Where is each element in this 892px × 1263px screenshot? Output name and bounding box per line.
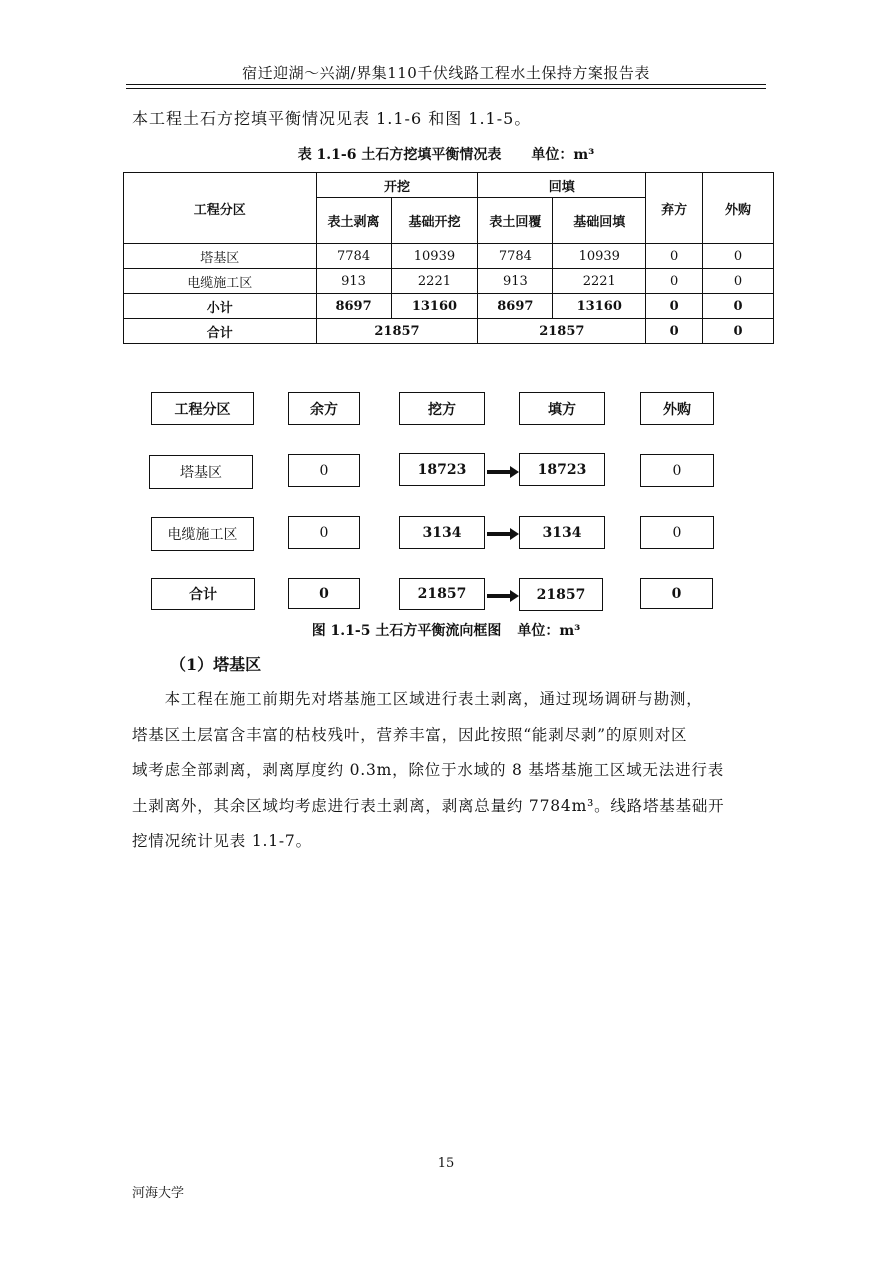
cell-waste: 0: [646, 244, 703, 269]
paragraph-line: 塔基区土层富含丰富的枯枝残叶，营养丰富，因此按照“能剥尽剥”的原则对区: [132, 725, 688, 744]
th-purchase: 外购: [703, 173, 774, 244]
flow-header-fill: 填方: [519, 392, 605, 425]
table-caption: [126, 144, 766, 164]
cell-fill: 10939: [553, 244, 646, 269]
cell-zone: 电缆施工区: [124, 269, 317, 294]
cell-fill-total: 21857: [478, 319, 646, 344]
flow-dig-total: 21857: [399, 578, 485, 610]
th-topsoil-strip: 表土剥离: [316, 198, 391, 244]
th-topsoil-cover: 表土回覆: [478, 198, 553, 244]
cell-cover: 8697: [478, 294, 553, 319]
cell-purchase: 0: [703, 244, 774, 269]
figure-caption-title: 图 1.1-5 土石方平衡流向框图: [311, 623, 502, 639]
body-paragraph: [132, 682, 772, 860]
figure-caption: [126, 620, 766, 640]
cell-excavation: 10939: [391, 244, 478, 269]
cell-purchase: 0: [703, 294, 774, 319]
cell-waste: 0: [646, 294, 703, 319]
cell-strip: 7784: [316, 244, 391, 269]
flow-dig-cable: 3134: [399, 516, 485, 549]
header-rule-thick: [126, 84, 766, 85]
paragraph-line: 挖情况统计见表 1.1-7。: [132, 832, 312, 850]
cell-fill: 2221: [553, 269, 646, 294]
cell-strip: 8697: [316, 294, 391, 319]
flow-surplus-tower: 0: [288, 454, 360, 487]
cell-cover: 7784: [478, 244, 553, 269]
flow-surplus-total: 0: [288, 578, 360, 609]
paragraph-line: 域考虑全部剥离，剥离厚度约 0.3m，除位于水域的 8 基塔基施工区域无法进行表: [132, 761, 724, 779]
table-caption-title: 表 1.1-6 土石方挖填平衡情况表: [297, 147, 502, 163]
cell-purchase: 0: [703, 319, 774, 344]
cell-strip: 913: [316, 269, 391, 294]
header-rule-thin: [126, 88, 766, 89]
th-waste: 弃方: [646, 173, 703, 244]
earthwork-balance-table: [123, 172, 774, 344]
flow-zone-cable: 电缆施工区: [151, 517, 254, 551]
table-caption-unit: 单位：m³: [531, 147, 595, 163]
th-fill: 回填: [478, 173, 646, 198]
flow-fill-total: 21857: [519, 578, 603, 611]
cell-excavation-total: 21857: [316, 319, 478, 344]
page-number: 15: [437, 1156, 455, 1171]
figure-caption-unit: 单位：m³: [517, 623, 581, 639]
paragraph-line: 本工程在施工前期先对塔基施工区域进行表土剥离，通过现场调研与勘测，: [132, 690, 703, 708]
th-zone: 工程分区: [124, 173, 317, 244]
page-header: 宿迁迎湖～兴湖/界集110千伏线路工程水土保持方案报告表: [242, 64, 650, 82]
cell-zone: 塔基区: [124, 244, 317, 269]
th-foundation-fill: 基础回填: [553, 198, 646, 244]
cell-zone: 合计: [124, 319, 317, 344]
flow-zone-tower: 塔基区: [149, 455, 253, 489]
page-footer: 河海大学: [132, 1186, 185, 1201]
cell-cover: 913: [478, 269, 553, 294]
flow-dig-tower: 18723: [399, 453, 485, 486]
flow-header-zone: 工程分区: [151, 392, 254, 425]
cell-waste: 0: [646, 269, 703, 294]
flow-header-surplus: 余方: [288, 392, 360, 425]
cell-excavation: 2221: [391, 269, 478, 294]
cell-purchase: 0: [703, 269, 774, 294]
flow-header-dig: 挖方: [399, 392, 485, 425]
section-heading: （1）塔基区: [170, 655, 262, 674]
table-row-subtotal: [124, 294, 774, 319]
cell-zone: 小计: [124, 294, 317, 319]
flow-zone-total: 合计: [151, 578, 255, 610]
intro-text: 本工程土石方挖填平衡情况见表 1.1-6 和图 1.1-5。: [132, 109, 532, 128]
flow-surplus-cable: 0: [288, 516, 360, 549]
flow-arrow-cable: [487, 532, 511, 536]
flow-fill-cable: 3134: [519, 516, 605, 549]
flow-buy-cable: 0: [640, 516, 714, 549]
cell-fill: 13160: [553, 294, 646, 319]
flow-arrow-tower: [487, 470, 511, 474]
flow-arrow-total: [487, 594, 511, 598]
flow-buy-total: 0: [640, 578, 713, 609]
flow-buy-tower: 0: [640, 454, 714, 487]
table-row: [124, 269, 774, 294]
flow-fill-tower: 18723: [519, 453, 605, 486]
flow-header-buy: 外购: [640, 392, 714, 425]
cell-waste: 0: [646, 319, 703, 344]
th-foundation-excavation: 基础开挖: [391, 198, 478, 244]
cell-excavation: 13160: [391, 294, 478, 319]
table-row: [124, 244, 774, 269]
th-excavation: 开挖: [316, 173, 478, 198]
paragraph-line: 土剥离外，其余区域均考虑进行表土剥离，剥离总量约 7784m³。线路塔基基础开: [132, 796, 725, 815]
table-row-total: [124, 319, 774, 344]
